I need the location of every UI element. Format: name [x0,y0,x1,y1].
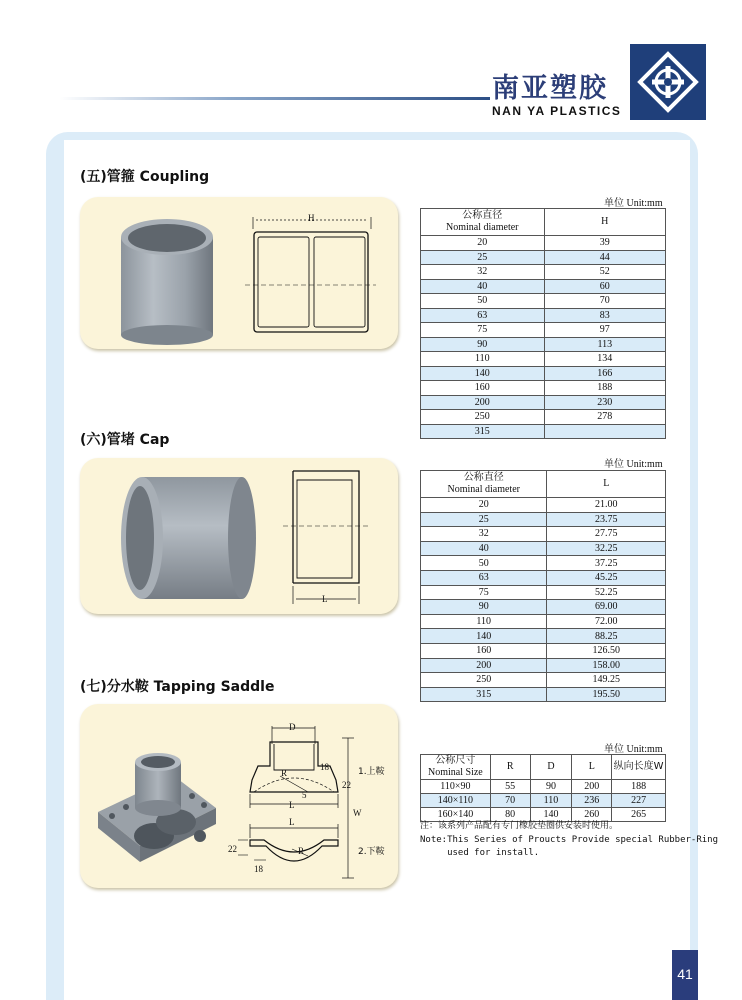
page-number: 41 [672,950,698,1000]
cap-table-cell: 72.00 [547,614,666,629]
cap-drawing [80,458,398,614]
upper-saddle-label: 1.上鞍 [358,767,385,777]
saddle-table-row [421,794,666,808]
saddle-photo [98,753,216,862]
cap-table-cell: 27.75 [547,527,666,542]
saddle-table-cell: 80 [490,808,530,822]
coupling-photo [121,219,213,345]
saddle-table-cell: 265 [612,808,666,822]
saddle-table-cell: 140×110 [421,794,491,808]
cap-col-diameter [421,471,547,498]
saddle-table-cell: 110 [530,794,572,808]
cap-section-title: (六)管堵 Cap [80,432,170,448]
saddle-dim-5: 5 [302,790,307,800]
saddle-drawing [80,704,398,888]
lower-saddle-label: 2.下鞍 [358,847,385,857]
cap-table-cell: 200 [421,658,547,673]
saddle-dim-d: D [289,722,296,732]
cap-table-row [421,570,666,585]
saddle-col-d: D [530,755,572,780]
coupling-table-cell: 140 [421,366,545,381]
cap-table-cell: 32 [421,527,547,542]
cap-image-panel [80,458,398,614]
coupling-table-cell: 75 [421,323,545,338]
saddle-table-cell: 110×90 [421,780,491,794]
coupling-table-cell: 40 [421,279,545,294]
cap-table-cell: 195.50 [547,687,666,702]
coupling-table-row [421,323,666,338]
coupling-col-diameter-cn: 公称直径 [462,210,503,221]
saddle-dim-22-lower: 22 [228,844,237,854]
cap-table-cell: 21.00 [547,498,666,513]
saddle-dim-22-upper: 22 [342,780,351,790]
coupling-table-row [421,294,666,309]
nan-ya-logo-icon [630,44,706,120]
coupling-table-cell: 160 [421,381,545,396]
saddle-col-l: L [572,755,612,780]
coupling-table-row [421,265,666,280]
cap-col-l: L [547,471,666,498]
coupling-table-cell: 39 [544,236,665,251]
coupling-dim-h: H [308,213,315,223]
coupling-table-cell: 20 [421,236,545,251]
cap-table-row [421,585,666,600]
coupling-table-row [421,250,666,265]
cap-section-drawing [283,471,369,604]
saddle-note-cn: 注：该系列产品配有专门橡胶垫圈供安装时使用。 [420,821,619,831]
cap-table-row [421,673,666,688]
cap-dim-l: L [322,594,328,604]
coupling-table-cell: 25 [421,250,545,265]
coupling-table-row [421,308,666,323]
brand-name-chinese: 南亚塑胶 [492,73,608,104]
saddle-dim-l-upper: L [289,800,295,810]
saddle-table-cell: 140 [530,808,572,822]
cap-photo [121,477,256,599]
coupling-table-cell: 250 [421,410,545,425]
cap-table-cell: 32.25 [547,541,666,556]
coupling-spec-table [420,208,666,439]
saddle-table-cell: 260 [572,808,612,822]
coupling-table-row [421,395,666,410]
saddle-table-cell: 160×140 [421,808,491,822]
saddle-col-w [612,755,666,780]
coupling-table-cell: 50 [421,294,545,309]
cap-table-cell: 160 [421,643,547,658]
saddle-col-w-label: 纵向长度W [613,761,664,772]
saddle-unit-label: 单位 Unit:mm [604,744,663,755]
cap-col-diameter-cn: 公称直径 [463,472,504,483]
saddle-table-cell: 236 [572,794,612,808]
cap-table-cell: 315 [421,687,547,702]
cap-table-row [421,527,666,542]
saddle-table-cell: 55 [490,780,530,794]
coupling-table-cell: 188 [544,381,665,396]
cap-table-cell: 149.25 [547,673,666,688]
saddle-image-panel [80,704,398,888]
saddle-col-r: R [490,755,530,780]
saddle-dim-18-lower: 18 [254,864,263,874]
coupling-table-row [421,279,666,294]
coupling-table-cell: 60 [544,279,665,294]
saddle-dim-w: W [353,808,362,818]
cap-table-cell: 90 [421,600,547,615]
cap-spec-table [420,470,666,702]
coupling-table-cell: 278 [544,410,665,425]
coupling-table-row [421,424,666,439]
saddle-col-size [421,755,491,780]
coupling-table-cell: 97 [544,323,665,338]
cap-table-row [421,556,666,571]
brand-name-english: NAN YA PLASTICS [492,104,622,118]
coupling-table-cell: 166 [544,366,665,381]
coupling-col-h: H [544,209,665,236]
cap-table-cell: 110 [421,614,547,629]
cap-table-row [421,512,666,527]
cap-table-cell: 88.25 [547,629,666,644]
coupling-table-row [421,352,666,367]
cap-table-row [421,541,666,556]
coupling-unit-label: 单位 Unit:mm [604,198,663,209]
coupling-table-cell: 230 [544,395,665,410]
cap-table-cell: 69.00 [547,600,666,615]
cap-table-cell: 25 [421,512,547,527]
cap-table-row [421,658,666,673]
cap-table-cell: 20 [421,498,547,513]
coupling-table-cell: 315 [421,424,545,439]
saddle-col-size-en: Nominal Size [428,767,483,778]
cap-col-diameter-en: Nominal diameter [447,484,520,495]
coupling-table-cell: 44 [544,250,665,265]
coupling-table-cell: 110 [421,352,545,367]
coupling-image-panel [80,197,398,349]
saddle-spec-table [420,754,666,822]
coupling-table-row [421,337,666,352]
coupling-table-row [421,366,666,381]
saddle-dim-r-upper: R [281,768,288,778]
coupling-table-row [421,236,666,251]
coupling-table-cell: 70 [544,294,665,309]
saddle-table-cell: 200 [572,780,612,794]
coupling-drawing [80,197,398,349]
cap-table-row [421,614,666,629]
cap-table-cell: 75 [421,585,547,600]
saddle-dim-l-lower: L [289,817,295,827]
coupling-table-row [421,410,666,425]
saddle-dim-r-lower: R [298,846,305,856]
cap-table-cell: 158.00 [547,658,666,673]
coupling-section-drawing [245,217,376,332]
cap-table-cell: 52.25 [547,585,666,600]
saddle-section-title: (七)分水鞍 Tapping Saddle [80,679,275,695]
header-rule [60,97,490,100]
coupling-table-cell: 32 [421,265,545,280]
coupling-table-row [421,381,666,396]
coupling-table-cell: 52 [544,265,665,280]
coupling-col-diameter [421,209,545,236]
saddle-note-en: Note:This Series of Proucts Provide special Rubber-Ring used for install. [420,835,719,858]
coupling-table-cell: 63 [421,308,545,323]
coupling-table-cell: 90 [421,337,545,352]
cap-table-cell: 140 [421,629,547,644]
cap-table-cell: 40 [421,541,547,556]
cap-table-cell: 23.75 [547,512,666,527]
cap-table-row [421,498,666,513]
coupling-col-diameter-en: Nominal diameter [446,222,519,233]
cap-table-cell: 45.25 [547,570,666,585]
saddle-table-cell: 188 [612,780,666,794]
coupling-table-cell: 113 [544,337,665,352]
cap-table-row [421,600,666,615]
coupling-table-cell: 83 [544,308,665,323]
lower-saddle-drawing [238,824,338,861]
coupling-table-cell: 134 [544,352,665,367]
cap-table-row [421,643,666,658]
saddle-col-size-cn: 公称尺寸 [435,755,476,766]
saddle-dim-18-upper: 18 [320,762,329,772]
saddle-table-cell: 90 [530,780,572,794]
coupling-table-cell: 200 [421,395,545,410]
cap-unit-label: 单位 Unit:mm [604,459,663,470]
saddle-table-cell: 70 [490,794,530,808]
cap-table-cell: 126.50 [547,643,666,658]
coupling-table-cell [544,424,665,439]
cap-table-row [421,687,666,702]
cap-table-cell: 37.25 [547,556,666,571]
coupling-section-title: (五)管箍 Coupling [80,169,210,185]
cap-table-cell: 50 [421,556,547,571]
cap-table-row [421,629,666,644]
saddle-table-cell: 227 [612,794,666,808]
saddle-table-row [421,780,666,794]
cap-table-cell: 250 [421,673,547,688]
cap-table-cell: 63 [421,570,547,585]
